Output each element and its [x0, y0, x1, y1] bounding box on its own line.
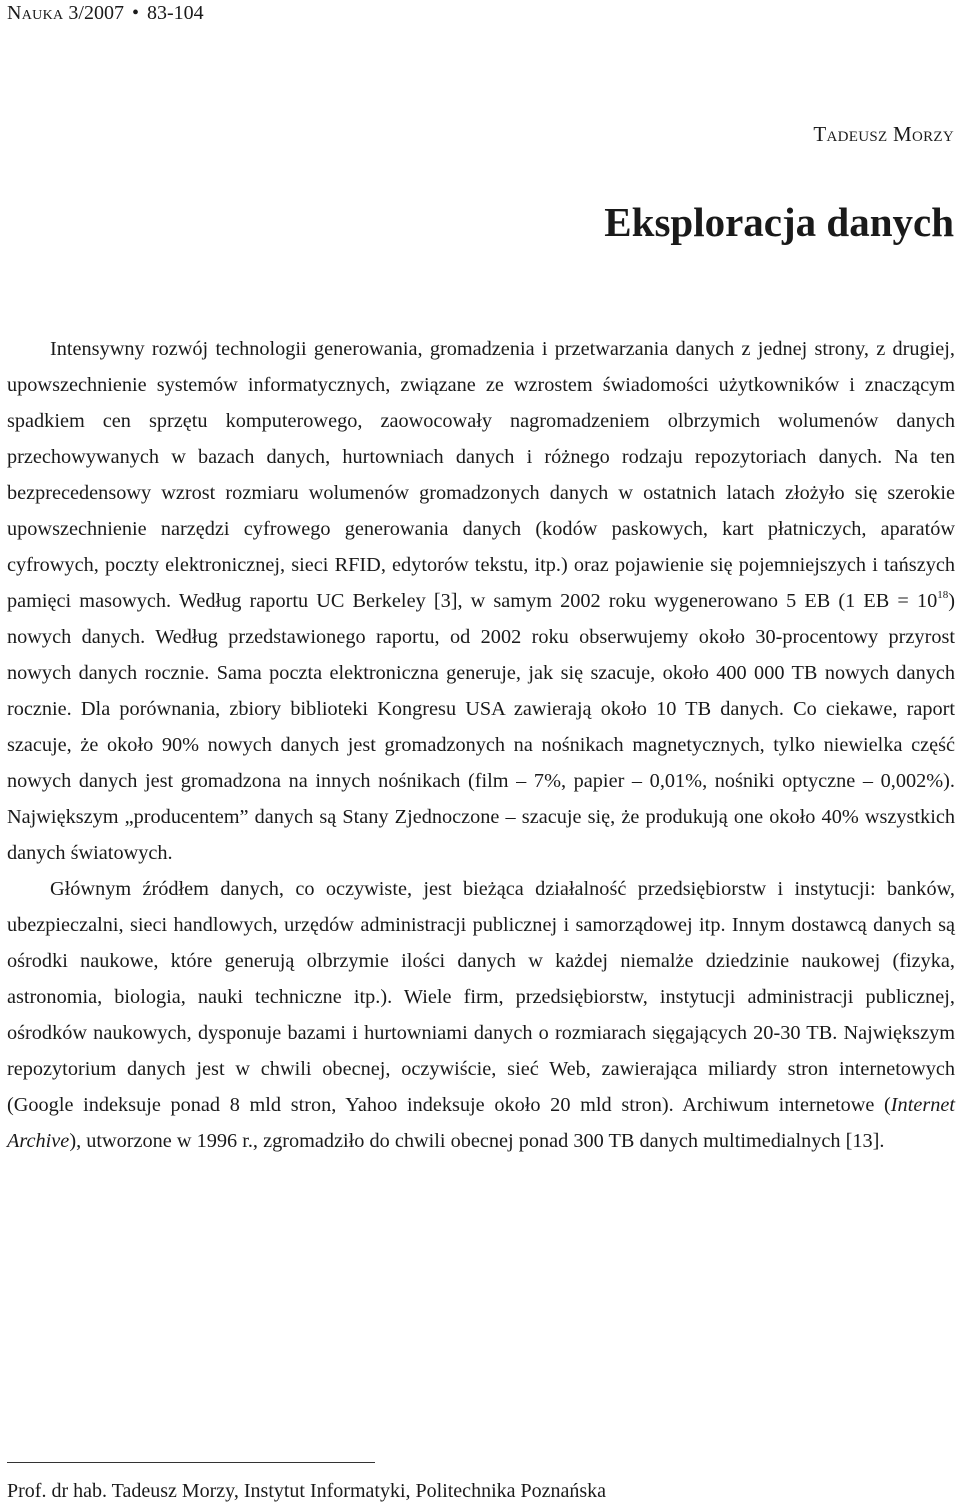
footnote-divider	[7, 1462, 375, 1463]
running-header	[7, 2, 204, 25]
journal-name: Nauka	[7, 2, 64, 24]
paragraph-2-text-b: ), utworzone w 1996 r., zgromadziło do chwili obecnej ponad 300 TB danych multimedialnych [13].	[69, 1130, 885, 1152]
paragraph-1-text-a: Intensywny rozwój technologii generowania, gromadzenia i przetwarzania danych z jednej strony, z drugiej, upowszechnienie systemów informatycznych, związane ze wzrostem świadomości użytkowników i znaczącym spadkiem cen sprzętu komputerowego, zaowocowały nagromadzeniem olbrzymich wolumenów danych przechowywanych w bazach danych, hurtowniach danych i różnego rodzaju repozytoriach danych. Na ten bezprecedensowy wzrost rozmiaru wolumenów gromadzonych danych w ostatnich latach złożyło się szerokie upowszechnienie narzędzi cyfrowego generowania danych (kodów paskowych, kart płatniczych, aparatów cyfrowych, poczty elektronicznej, sieci RFID, edytorów tekstu, itp.) oraz pojawienie się pojemniejszych i tańszych pamięci masowych. Według raportu UC Berkeley [3], w samym 2002 roku wygenerowano 5 EB (1 EB = 10	[7, 338, 955, 612]
article-title: Eksploracja danych	[604, 199, 954, 245]
page-range: 83-104	[146, 2, 204, 24]
paragraph-2	[7, 871, 955, 1159]
author-affiliation-footnote: Prof. dr hab. Tadeusz Morzy, Instytut Informatyki, Politechnika Poznańska	[7, 1480, 607, 1502]
article-author: Tadeusz Morzy	[813, 122, 954, 146]
paragraph-1	[7, 331, 955, 871]
article-body	[7, 331, 955, 1159]
paragraph-1-text-b: ) nowych danych. Według przedstawionego raportu, od 2002 roku obserwujemy około 30-procentowy przyrost nowych danych rocznie. Sama poczta elektroniczna generuje, jak się szacuje, około 400 000 TB nowych danych rocznie. Dla porównania, zbiory biblioteki Kongresu USA zawierają około 10 TB danych. Co ciekawe, raport szacuje, że około 90% nowych danych jest gromadzonych na nośnikach magnetycznych, tylko niewielka część nowych danych jest gromadzona na innych nośnikach (film – 7%, papier – 0,01%, nośniki optyczne – 0,002%). Największym „producentem” danych są Stany Zjednoczone – szacuje się, że produkują one około 40% wszystkich danych światowych.	[7, 590, 955, 864]
paragraph-2-text-a: Głównym źródłem danych, co oczywiste, jest bieżąca działalność przedsiębiorstw i instytucji: banków, ubezpieczalni, sieci handlowych, urzędów administracji publicznej i samorządowej itp. Innym dostawcą danych są ośrodki naukowe, które generują olbrzymie ilości danych w każdej niemalże dziedzinie naukowej (fizyka, astronomia, biologia, nauki techniczne itp.). Wiele firm, przedsiębiorstw, instytucji administracji publicznej, ośrodków naukowych, dysponuje bazami i hurtowniami danych o rozmiarach sięgających 20-30 TB. Największym repozytorium danych jest w chwili obecnej, oczywiście, sieć Web, zawierająca miliardy stron internetowych (Google indeksuje ponad 8 mld stron, Yahoo indeksuje około 20 mld stron). Archiwum internetowe (	[7, 878, 955, 1116]
journal-issue: 3/2007	[68, 2, 124, 24]
exponent-superscript: 18	[937, 589, 949, 601]
header-bullet: •	[131, 2, 139, 24]
internet-archive-emphasis: Internet Archive	[7, 1094, 955, 1152]
